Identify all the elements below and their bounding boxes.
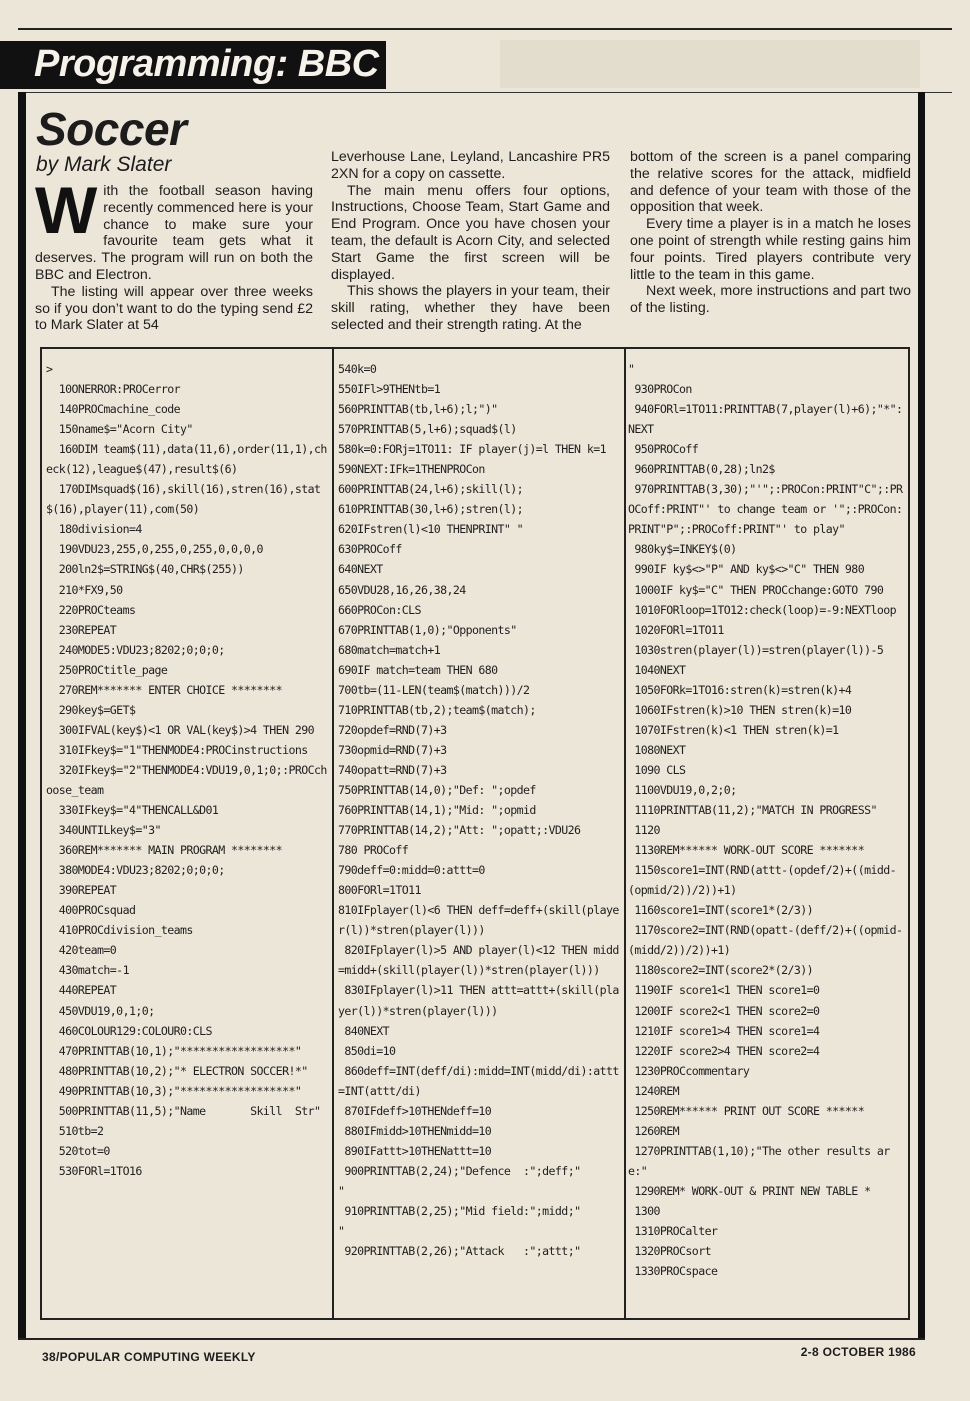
- code-line: 1090 CLS: [628, 762, 686, 777]
- paragraph: The listing will appear over three weeks so if you don’t want to do the typing send £2 to Mark Slater at 54: [35, 283, 313, 334]
- code-line: 860deff=INT(deff/di):midd=INT(midd/di):attt=INT(attt/di): [338, 1063, 619, 1098]
- code-line: 490PRINTTAB(10,3);"******************": [46, 1083, 302, 1098]
- code-line: 230REPEAT: [46, 622, 117, 637]
- code-line: 520tot=0: [46, 1143, 110, 1158]
- code-line: 1290REM* WORK-OUT & PRINT NEW TABLE *: [628, 1183, 871, 1198]
- footer-page-info: 38/POPULAR COMPUTING WEEKLY: [42, 1350, 256, 1364]
- code-line: 1130REM****** WORK-OUT SCORE *******: [628, 843, 865, 858]
- code-line: 330IFkey$="4"THENCALL&D01: [46, 803, 219, 818]
- code-line: 1070IFstren(k)<1 THEN stren(k)=1: [628, 722, 839, 737]
- listing-divider: [332, 349, 334, 1318]
- code-line: 540k=0: [338, 362, 377, 376]
- code-line: 1220IF score2>4 THEN score2=4: [628, 1043, 820, 1058]
- code-line: 1120: [628, 823, 660, 838]
- code-line: 570PRINTTAB(5,l+6);squad$(l): [338, 422, 517, 437]
- code-line: 1250REM****** PRINT OUT SCORE ******: [628, 1103, 865, 1118]
- code-line: 1170score2=INT(RND(opatt-(deff/2)+((opmid-(midd/2))/2))+1): [628, 923, 903, 958]
- code-line: 900PRINTTAB(2,24);"Defence :";deff;": [338, 1163, 581, 1178]
- code-line: 990IF ky$<>"P" AND ky$<>"C" THEN 980: [628, 562, 865, 577]
- code-line: 800FORl=1TO11: [338, 883, 421, 898]
- code-line: ": [338, 1183, 345, 1198]
- code-line: 180division=4: [46, 522, 142, 537]
- code-line: 590NEXT:IFk=1THENPROCon: [338, 462, 485, 477]
- code-line: 920PRINTTAB(2,26);"Attack :";attt;": [338, 1244, 581, 1259]
- code-line: 390REPEAT: [46, 883, 117, 898]
- right-border-bar: [918, 92, 925, 1340]
- code-line: 320IFkey$="2"THENMODE4:VDU19,0,1;0;:PROCchoose_team: [46, 762, 327, 797]
- code-line: 1320PROCsort: [628, 1244, 711, 1259]
- listing-divider: [624, 349, 626, 1318]
- intro-text: ith the football season having recently commenced here is your chance to make sure your favourite team gets what it deserves. The program will run on both the BBC and Electron.: [35, 183, 313, 283]
- code-line: 610PRINTTAB(30,l+6);stren(l);: [338, 502, 524, 517]
- code-line: 290key$=GET$: [46, 702, 136, 717]
- code-line: 1180score2=INT(score2*(2/3)): [628, 963, 814, 978]
- code-line: 810IFplayer(l)<6 THEN deff=deff+(skill(player(l))*stren(player(l))): [338, 903, 619, 938]
- code-line: 710PRINTTAB(tb,2);team$(match);: [338, 702, 536, 717]
- code-line: 940FORl=1TO11:PRINTTAB(7,player(l)+6);"*":NEXT: [628, 402, 903, 437]
- article-column-2: [331, 149, 610, 334]
- code-line: 640NEXT: [338, 562, 383, 577]
- code-line: 620IFstren(l)<10 THENPRINT" ": [338, 522, 524, 537]
- code-line: 1000IF ky$="C" THEN PROCchange:GOTO 790: [628, 582, 884, 597]
- code-line: 1110PRINTTAB(11,2);"MATCH IN PROGRESS": [628, 803, 877, 818]
- code-line: 470PRINTTAB(10,1);"******************": [46, 1043, 302, 1058]
- code-line: 530FORl=1TO16: [46, 1163, 142, 1178]
- code-line: 1040NEXT: [628, 662, 686, 677]
- paragraph: Every time a player is in a match he loses one point of strength while resting gains him four points. Tired players contribute very little to the team in this game.: [630, 216, 911, 283]
- code-line: 270REM******* ENTER CHOICE ********: [46, 682, 283, 697]
- footer-date: 2-8 OCTOBER 1986: [800, 1345, 916, 1359]
- bottom-rule: [18, 1338, 925, 1340]
- code-line: 190VDU23,255,0,255,0,255,0,0,0,0: [46, 542, 263, 557]
- header-rule: [18, 92, 952, 93]
- code-line: 310IFkey$="1"THENMODE4:PROCinstructions: [46, 742, 308, 757]
- code-line: 1020FORl=1TO11: [628, 622, 724, 637]
- paragraph: Next week, more instructions and part two of the listing.: [630, 283, 911, 317]
- listing-column-1: [46, 359, 330, 1181]
- code-line: 1260REM: [628, 1123, 680, 1138]
- code-line: 460COLOUR129:COLOUR0:CLS: [46, 1023, 212, 1038]
- code-line: 410PROCdivision_teams: [46, 923, 193, 938]
- code-line: 450VDU19,0,1;0;: [46, 1003, 155, 1018]
- paragraph: bottom of the screen is a panel comparing the relative scores for the attack, midfield and defence of your team with those of the opposition that week.: [630, 149, 911, 216]
- code-line: 1240REM: [628, 1083, 680, 1098]
- code-line: 1230PROCcommentary: [628, 1063, 750, 1078]
- code-line: 340UNTILkey$="3": [46, 823, 161, 838]
- paragraph: Leverhouse Lane, Leyland, Lancashire PR5 2XN for a copy on cassette.: [331, 149, 610, 182]
- code-line: 150name$="Acorn City": [46, 422, 193, 437]
- code-line: 1150score1=INT(RND(attt-(opdef/2)+((midd-(opmid/2))/2))+1): [628, 863, 896, 898]
- article-byline: by Mark Slater: [36, 153, 172, 176]
- code-line: 560PRINTTAB(tb,l+6);l;")": [338, 402, 498, 417]
- code-line: 930PROCon: [628, 382, 692, 397]
- code-line: 680match=match+1: [338, 642, 441, 657]
- left-border-bar: [18, 92, 26, 1340]
- code-line: 1060IFstren(k)>10 THEN stren(k)=10: [628, 702, 852, 717]
- code-line: 910PRINTTAB(2,25);"Mid field:";midd;": [338, 1203, 581, 1218]
- code-line: 740opatt=RND(7)+3: [338, 762, 447, 777]
- code-line: 220PROCteams: [46, 602, 136, 617]
- code-line: 200ln2$=STRING$(40,CHR$(255)): [46, 562, 244, 577]
- code-line: 210*FX9,50: [46, 582, 123, 597]
- code-line: 890IFattt>10THENattt=10: [338, 1143, 492, 1158]
- code-line: 790deff=0:midd=0:attt=0: [338, 863, 485, 878]
- code-line: 1330PROCspace: [628, 1264, 718, 1279]
- code-line: 760PRINTTAB(14,1);"Mid: ";opmid: [338, 803, 536, 818]
- code-line: 780 PROCoff: [338, 843, 409, 858]
- article-column-3: [630, 149, 911, 317]
- code-line: 820IFplayer(l)>5 AND player(l)<12 THEN midd=midd+(skill(player(l))*stren(player(l))): [338, 943, 619, 978]
- code-line: 880IFmidd>10THENmidd=10: [338, 1123, 492, 1138]
- code-line: 600PRINTTAB(24,l+6);skill(l);: [338, 482, 524, 497]
- code-line: 1190IF score1<1 THEN score1=0: [628, 983, 820, 998]
- code-line: 670PRINTTAB(1,0);"Opponents": [338, 622, 517, 637]
- drop-cap: W: [35, 173, 98, 247]
- paragraph: The main menu offers four options, Instructions, Choose Team, Start Game and End Program. Once you have chosen your team, the default is Acorn City, and selected Start Game the first screen will be displayed.: [331, 182, 610, 283]
- code-line: 1050FORk=1TO16:stren(k)=stren(k)+4: [628, 682, 852, 697]
- code-line: 430match=-1: [46, 963, 129, 978]
- code-line: 1300: [628, 1203, 660, 1218]
- code-line: 10ONERROR:PROCerror: [46, 382, 180, 397]
- listing-column-2: [338, 359, 622, 1261]
- listing-column-3: [628, 359, 908, 1281]
- code-line: >: [46, 362, 53, 376]
- intro-paragraph: [35, 173, 313, 284]
- code-line: 840NEXT: [338, 1023, 390, 1038]
- code-line: 380MODE4:VDU23;8202;0;0;0;: [46, 863, 225, 878]
- code-line: 170DIMsquad$(16),skill(16),stren(16),stat$(16),player(11),com(50): [46, 482, 321, 517]
- code-line: 1310PROCalter: [628, 1224, 718, 1239]
- code-line: 580k=0:FORj=1TO11: IF player(j)=l THEN k=1: [338, 442, 606, 457]
- code-line: 630PROCoff: [338, 542, 402, 557]
- code-line: 1100VDU19,0,2;0;: [628, 782, 737, 797]
- code-line: 750PRINTTAB(14,0);"Def: ";opdef: [338, 782, 536, 797]
- code-line: ": [628, 362, 635, 376]
- code-line: 1160score1=INT(score1*(2/3)): [628, 903, 814, 918]
- code-line: 510tb=2: [46, 1123, 104, 1138]
- code-line: 1200IF score2<1 THEN score2=0: [628, 1003, 820, 1018]
- code-line: ": [338, 1224, 345, 1239]
- code-line: 1030stren(player(l))=stren(player(l))-5: [628, 642, 884, 657]
- code-line: 250PROCtitle_page: [46, 662, 168, 677]
- code-line: 980ky$=INKEY$(0): [628, 542, 737, 557]
- code-line: 1270PRINTTAB(1,10);"The other results are:": [628, 1143, 890, 1178]
- code-line: 950PROCoff: [628, 442, 699, 457]
- program-listing: [40, 347, 910, 1320]
- code-line: 850di=10: [338, 1043, 396, 1058]
- code-line: 480PRINTTAB(10,2);"* ELECTRON SOCCER!*": [46, 1063, 308, 1078]
- code-line: 140PROCmachine_code: [46, 402, 180, 417]
- code-line: 360REM******* MAIN PROGRAM ********: [46, 843, 283, 858]
- code-line: 830IFplayer(l)>11 THEN attt=attt+(skill(player(l))*stren(player(l))): [338, 983, 619, 1018]
- bleed-through-panel: [500, 40, 920, 88]
- code-line: 970PRINTTAB(3,30);"'";:PROCon:PRINT"C";:PROCoff:PRINT"' to change team or '";:PROCon:PRINT"P";:PROCoff:PRINT"' to play": [628, 482, 903, 537]
- code-line: 660PROCon:CLS: [338, 602, 421, 617]
- article-column-1: [35, 173, 313, 334]
- code-line: 1080NEXT: [628, 742, 686, 757]
- code-line: 300IFVAL(key$)<1 OR VAL(key$)>4 THEN 290: [46, 722, 314, 737]
- code-line: 160DIM team$(11),data(11,6),order(11,1),check(12),league$(47),result$(6): [46, 442, 327, 477]
- code-line: 400PROCsquad: [46, 903, 136, 918]
- code-line: 240MODE5:VDU23;8202;0;0;0;: [46, 642, 225, 657]
- code-line: 420team=0: [46, 943, 117, 958]
- code-line: 770PRINTTAB(14,2);"Att: ";opatt;:VDU26: [338, 823, 581, 838]
- code-line: 690IF match=team THEN 680: [338, 662, 498, 677]
- top-rule: [18, 28, 952, 30]
- code-line: 440REPEAT: [46, 983, 117, 998]
- article-title: Soccer: [36, 103, 187, 155]
- code-line: 550IFl>9THENtb=1: [338, 382, 441, 397]
- code-line: 870IFdeff>10THENdeff=10: [338, 1103, 492, 1118]
- code-line: 650VDU28,16,26,38,24: [338, 582, 466, 597]
- code-line: 730opmid=RND(7)+3: [338, 742, 447, 757]
- code-line: 1210IF score1>4 THEN score1=4: [628, 1023, 820, 1038]
- code-line: 700tb=(11-LEN(team$(match)))/2: [338, 682, 530, 697]
- code-line: 500PRINTTAB(11,5);"Name Skill Str": [46, 1103, 321, 1118]
- code-line: 1010FORloop=1TO12:check(loop)=-9:NEXTloop: [628, 602, 896, 617]
- code-line: 720opdef=RND(7)+3: [338, 722, 447, 737]
- paragraph: This shows the players in your team, their skill rating, whether they have been selected and their strength rating. At the: [331, 283, 610, 333]
- section-banner-title: Programming: BBC: [34, 43, 379, 85]
- code-line: 960PRINTTAB(0,28);ln2$: [628, 462, 775, 477]
